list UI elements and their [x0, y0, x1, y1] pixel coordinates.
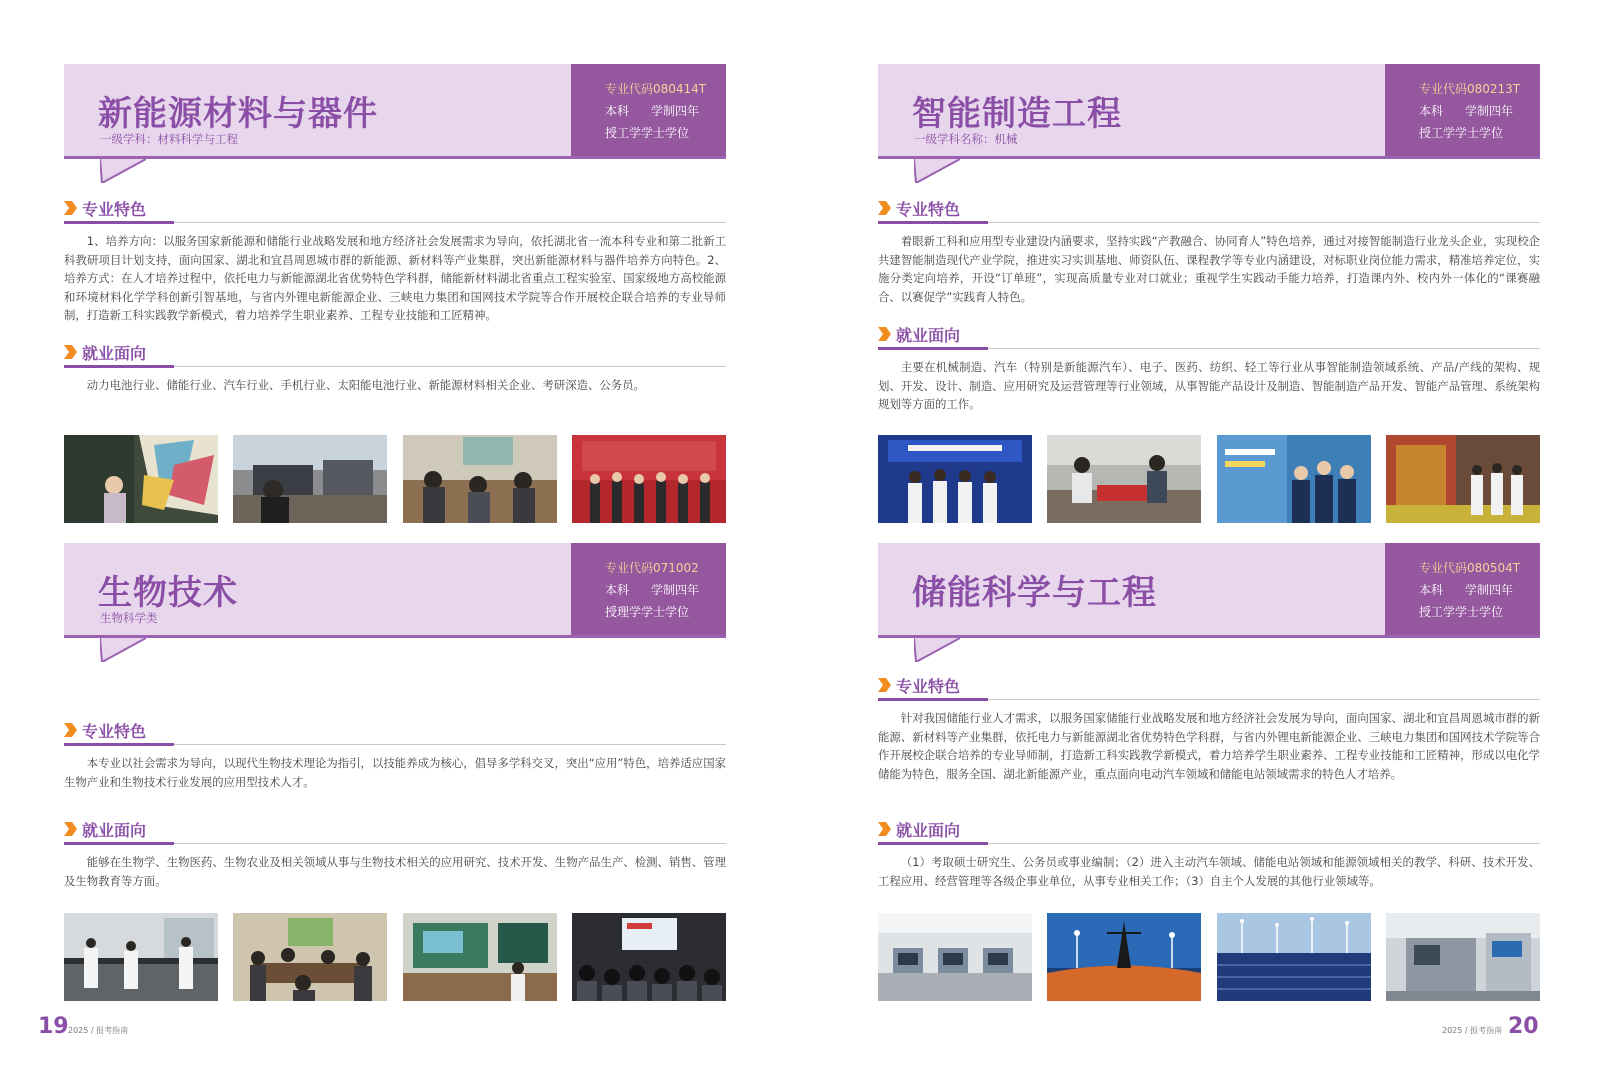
- major-title: 储能科学与工程: [912, 573, 1157, 613]
- major-discipline: 一级学科：材料科学与工程: [100, 132, 238, 146]
- major-code-box: [571, 64, 726, 159]
- major-title: 新能源材料与器件: [98, 94, 378, 134]
- page-number-right: 20: [1508, 1014, 1539, 1039]
- features-section: [64, 715, 726, 791]
- career-title: 就业面向: [82, 344, 147, 363]
- photo-lecture-hall: [403, 913, 557, 1001]
- photo-strip: [878, 435, 1540, 523]
- photo-award-ceremony: [572, 435, 726, 523]
- major-degree: 授工学学士学位: [1419, 605, 1504, 619]
- features-section: [64, 193, 726, 325]
- arrow-icon: [878, 201, 891, 215]
- career-text: 动力电池行业、储能行业、汽车行业、手机行业、太阳能电池行业、新能源材料相关企业、考研深造、公务员。: [86, 378, 645, 392]
- page-label-left: 2025 / 报考指南: [68, 1026, 129, 1035]
- features-title: 专业特色: [82, 722, 147, 741]
- arrow-icon: [64, 345, 77, 359]
- career-text: 能够在生物学、生物医药、生物农业及相关领域从事与生物技术相关的应用研究、技术开发、生物产品生产、检测、销售、管理及生物教育等方面。: [64, 855, 726, 888]
- major-duration: 学制四年: [1465, 583, 1514, 597]
- features-title: 专业特色: [896, 677, 961, 696]
- header-pointer: [100, 159, 146, 183]
- major-code-box: [571, 543, 726, 638]
- photo-electronics-lab: [233, 435, 387, 523]
- features-text: 针对我国储能行业人才需求，以服务国家储能行业战略发展和地方经济社会发展为导向，面向国家、湖北和宜昌周恩城市群的新能源、新材料等产业集群，依托电力与新能源湖北省优势特色学科群，与省内外锂电新能源企业、三峡电力集团和国网技术学院等合作开展校企联合培养的专业导师制，打造新工科实践教学新模式，着力培养学生职业素养、工程专业技能和工匠精神，形成以电化学储能为特色，服务全国、湖北新能源产业，重点面向电动汽车领域和储能电站领域需求的特色人才培养。: [878, 711, 1540, 781]
- major-level: 本科: [1419, 583, 1444, 597]
- major-code-box: [1385, 64, 1540, 159]
- photo-strip: [878, 913, 1540, 1001]
- career-section: [878, 319, 1540, 414]
- photo-battery-equipment: [1386, 913, 1540, 1001]
- photo-strip: [64, 913, 726, 1001]
- photo-power-grid-graphic: [1047, 913, 1201, 1001]
- features-text: 着眼新工科和应用型专业建设内涵要求，坚持实践“产教融合、协同育人”特色培养，通过对接智能制造行业龙头企业，实现校企共建智能制造现代产业学院，推进实习实训基地、师资队伍、课程教学等专业内涵建设，对标职业岗位能力需求，精准培养定位，实施分类定向培养，开设“订单班”，实现高质量专业对口就业；重视学生实践动手能力培养，打造课内外、校内外一体化的“课赛融合、以赛促学”实践育人特色。: [878, 234, 1540, 304]
- career-text: 主要在机械制造、汽车（特别是新能源汽车）、电子、医药、纺织、轻工等行业从事智能制造领域系统、产品/产线的架构、规划、开发、设计、制造、应用研究及运营管理等行业领域，从事智能产品设计及制造、智能制造产品开发、智能产品管理、系统架构规划等方面的工作。: [878, 360, 1540, 412]
- major-code-box: [1385, 543, 1540, 638]
- career-title: 就业面向: [896, 821, 961, 840]
- major-degree: 授理学学士学位: [605, 605, 690, 619]
- header-pointer: [914, 638, 960, 662]
- features-text: 1、培养方向：以服务国家新能源和储能行业战略发展和地方经济社会发展需求为导向，依托湖北省一流本科专业和第二批新工科教研项目计划支持，面向国家、湖北和宜昌周恩城市群的新能源、新材料等产业集群，突出新能源材料与器件培养方向特色。2、培养方式：在人才培养过程中，依托电力与新能源湖北省优势特色学科群，储能新材料湖北省重点工程实验室、国家级地方高校能源和环境材料化学学科创新引智基地，与省内外锂电新能源企业、三峡电力集团和国网技术学院等合作开展校企联合培养的专业导师制，打造新工科实践教学新模式，着力培养学生职业素养、工程专业技能和工匠精神。: [64, 234, 726, 323]
- major-code: 专业代码071002: [605, 561, 699, 575]
- photo-student-poster: [1217, 435, 1371, 523]
- photo-workshop-practice: [1047, 435, 1201, 523]
- photo-factory-visit: [1386, 435, 1540, 523]
- major-block-biotechnology: [64, 543, 726, 1005]
- header-pointer: [914, 159, 960, 183]
- major-block-energy-storage: [878, 543, 1540, 1005]
- photo-strip: [64, 435, 726, 523]
- features-title: 专业特色: [82, 200, 147, 219]
- arrow-icon: [64, 822, 77, 836]
- major-duration: 学制四年: [651, 104, 700, 118]
- photo-solar-wind-farm: [1217, 913, 1371, 1001]
- arrow-icon: [878, 678, 891, 692]
- major-level: 本科: [605, 104, 630, 118]
- page-number-left: 19: [38, 1014, 69, 1039]
- arrow-icon: [64, 201, 77, 215]
- photo-students-in-classroom: [403, 435, 557, 523]
- major-header: [878, 64, 1540, 159]
- photo-competition-stage: [878, 435, 1032, 523]
- career-title: 就业面向: [82, 821, 147, 840]
- features-title: 专业特色: [896, 200, 961, 219]
- major-code: 专业代码080213T: [1419, 82, 1521, 96]
- features-section: [878, 670, 1540, 783]
- career-text: （1）考取硕士研究生、公务员或事业编制；（2）进入主动汽车领域、储能电站领域和能源领域相关的教学、科研、技术开发、工程应用、经营管理等各级企事业单位，从事专业相关工作；（3）自主个人发展的其他行业领域等。: [878, 855, 1540, 888]
- page-label-right: 2025 / 报考指南: [1442, 1026, 1503, 1035]
- career-section: [64, 337, 726, 395]
- arrow-icon: [878, 327, 891, 341]
- features-section: [878, 193, 1540, 306]
- major-header: [64, 543, 726, 638]
- major-title: 智能制造工程: [912, 94, 1122, 134]
- photo-seminar-room: [233, 913, 387, 1001]
- major-discipline: 一级学科名称：机械: [914, 132, 1018, 146]
- major-degree: 授工学学士学位: [1419, 126, 1504, 140]
- arrow-icon: [64, 723, 77, 737]
- major-duration: 学制四年: [1465, 104, 1514, 118]
- arrow-icon: [878, 822, 891, 836]
- major-duration: 学制四年: [651, 583, 700, 597]
- career-title: 就业面向: [896, 326, 961, 345]
- major-title: 生物技术: [98, 573, 238, 613]
- career-section: [64, 814, 726, 890]
- major-code: 专业代码080504T: [1419, 561, 1521, 575]
- major-header: [64, 64, 726, 159]
- photo-classroom-lecture: [64, 435, 218, 523]
- major-degree: 授工学学士学位: [605, 126, 690, 140]
- photo-large-lecture: [572, 913, 726, 1001]
- photo-energy-lab: [878, 913, 1032, 1001]
- major-code: 专业代码080414T: [605, 82, 707, 96]
- major-header: [878, 543, 1540, 638]
- header-pointer: [100, 638, 146, 662]
- major-level: 本科: [1419, 104, 1444, 118]
- features-text: 本专业以社会需求为导向，以现代生物技术理论为指引，以技能养成为核心，倡导多学科交叉，突出“应用”特色，培养适应国家生物产业和生物技术行业发展的应用型技术人才。: [64, 756, 726, 789]
- major-block-new-energy-materials: [64, 64, 726, 526]
- photo-biology-lab: [64, 913, 218, 1001]
- major-level: 本科: [605, 583, 630, 597]
- career-section: [878, 814, 1540, 890]
- major-discipline: 生物科学类: [100, 611, 158, 625]
- major-block-intelligent-manufacturing: [878, 64, 1540, 526]
